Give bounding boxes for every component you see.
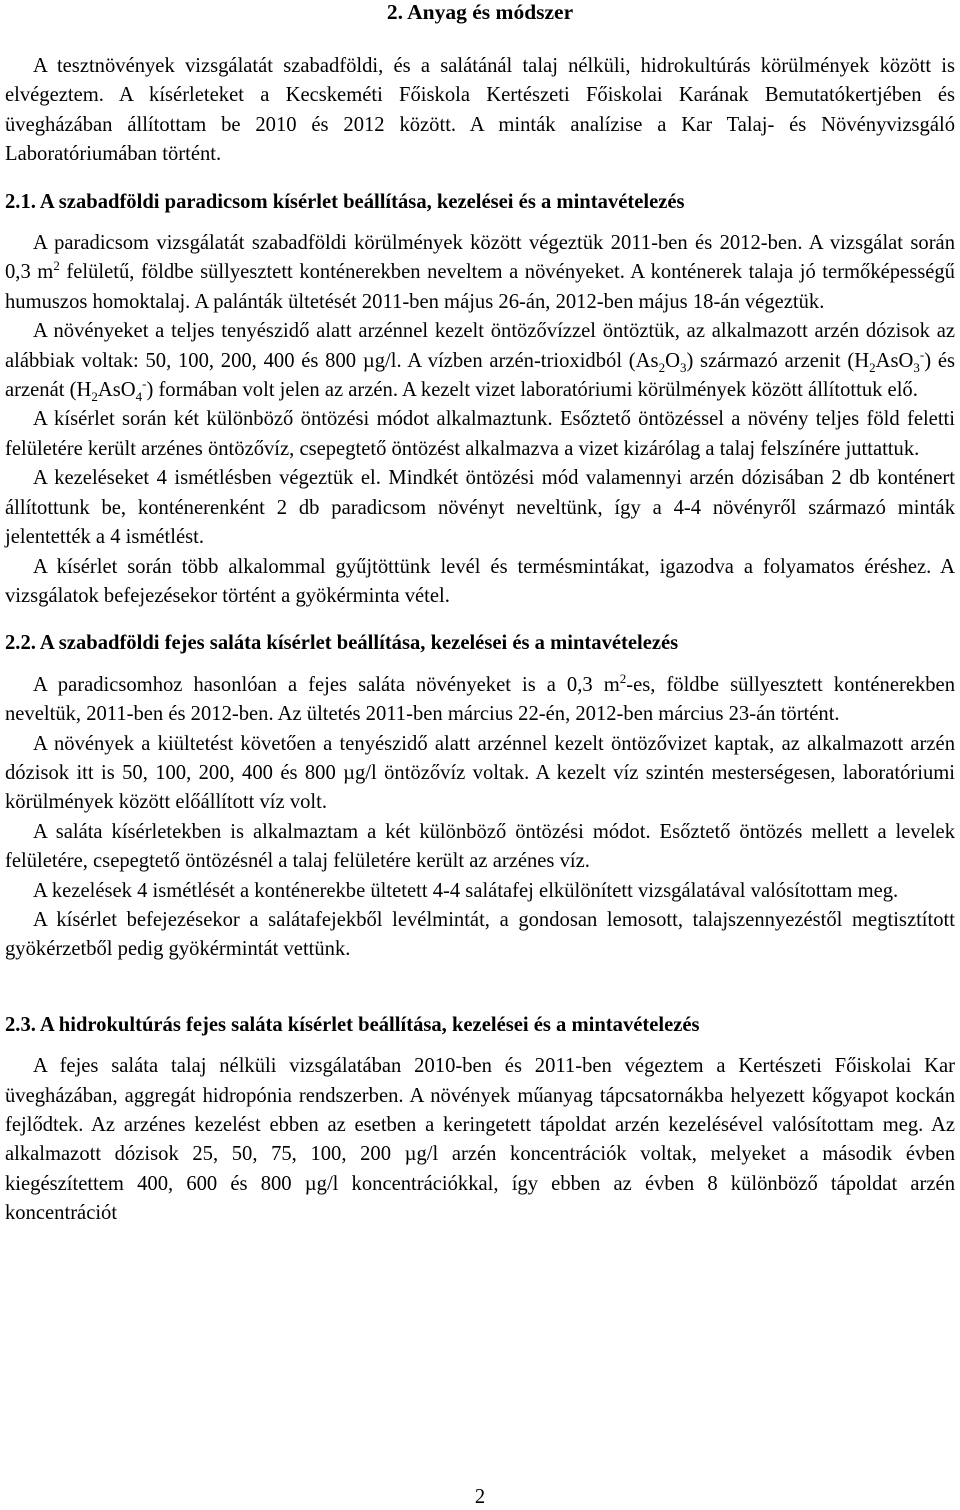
section-2-2-paragraph-4: A kezelések 4 ismétlését a konténerekbe ültetett 4-4 salátafej elkülönített vizsgálatával valósítottam meg. [33,879,899,902]
section-2-2-paragraph-5: A kísérlet befejezésekor a salátafejekből levélmintát, a gondosan lemosott, talajszennyezéstől megtisztított gyökérzetből pedig gyökérmintát vettünk. [5,908,955,961]
section-2-3-paragraph-1: A fejes saláta talaj nélküli vizsgálatában 2010-ben és 2011-ben végeztem a Kertészeti Főiskolai Kar üvegházában, aggregát hidropónia rendszerben. A növények műanyag tápcsatornákba helyezett kőgyapot kockán fejlődtek. Az arzénes kezelést ebben az esetben a keringetett tápoldat arzén kezelésével valósítottam meg. Az alkalmazott dózisok 25, 50, 75, 100, 200 µg/l arzén koncentrációk voltak, melyeket a második évben kiegészítettem 400, 600 és 800 µg/l koncentrációkkal, így ebben az évben 8 különböző tápoldat arzén koncentrációt [5,1055,955,1225]
section-2-1-paragraph-4: A kezeléseket 4 ismétlésben végeztük el. Mindkét öntözési mód valamennyi arzén dózisában 2 db konténert állítottunk be, konténerenként 2 db paradicsom növényt neveltünk, így a 4-4 növényről származó minták jelentették a 4 ismétlést. [5,467,955,549]
document-body [5,52,955,1229]
section-2-1-heading: 2.1. A szabadföldi paradicsom kísérlet beállítása, kezelései és a mintavételezés [5,190,685,213]
section-2-2-paragraph-3: A saláta kísérletekben is alkalmaztam a két különböző öntözési módot. Esőztető öntözés mellett a levelek felületére, csepegtető öntözésnél a talaj felületére került az arzénes víz. [5,820,955,873]
section-2-1-paragraph-5: A kísérlet során több alkalommal gyűjtöttünk levél és termésmintákat, igazodva a folyamatos éréshez. A vizsgálatok befejezésekor történt a gyökérminta vétel. [5,555,955,607]
section-2-2-heading: 2.2. A szabadföldi fejes saláta kísérlet beállítása, kezelései és a mintavételezés [5,632,679,655]
intro-paragraph: A tesztnövények vizsgálatát szabadföldi, és a salátánál talaj nélküli, hidrokultúrás körülmények között is elvégeztem. A kísérleteket a Kecskeméti Főiskola Kertészeti Főiskolai Karának Bemutatókertjében és üvegházában állítottam be 2010 és 2012 között. A minták analízise a Kar Talaj- és Növényvizsgáló Laboratóriumában történt. [5,55,955,166]
page-number: 2 [474,1486,486,1508]
page-title: 2. Anyag és módszer [386,0,574,24]
section-2-3-heading: 2.3. A hidrokultúrás fejes saláta kísérlet beállítása, kezelései és a mintavételezés [5,1013,700,1036]
section-2-1-paragraph-1: A paradicsom vizsgálatát szabadföldi körülmények között végeztük 2011-ben és 2012-ben. A vizsgálat során 0,3 $m^2$ felületű, földbe süllyesztett konténerekben neveltem a növényeket. A konténerek talaja jó termőképességű humuszos homoktalaj. A palánták ültetését 2011-ben május 26-án, 2012-ben május 18-án végeztük. [5,232,955,313]
section-2-1-paragraph-2: A növényeket a teljes tenyészidő alatt arzénnel kezelt öntözővízzel öntöztük, az alkalmazott arzén dózisok az alábbiak voltak: 50, 100, 200, 400 és 800 µg/l. A vízben arzén-trioxidból $(As_2O_3)$ származó arzenit $(H_2AsO_3^-)$ és arzenát $(H_2AsO_4^-)$ formában volt jelen az arzén. A kezelt vizet laboratóriumi körülmények között állítottuk elő. [5,320,955,405]
section-2-2-paragraph-1: A paradicsomhoz hasonlóan a fejes saláta növényeket is a 0,3 $m^2-es$, földbe süllyesztett konténerekben neveltük, 2011-ben és 2012-ben. Az ültetés 2011-ben március 22-én, 2012-ben március 23-án történt. [5,670,955,726]
section-2-2-paragraph-2: A növények a kiültetést követően a tenyészidő alatt arzénnel kezelt öntözővizet kaptak, az alkalmazott arzén dózisok itt is 50, 100, 200, 400 és 800 µg/l öntözővíz voltak. A kezelt víz szintén mesterségesen, laboratóriumi körülmények között előállított víz volt. [5,732,955,814]
section-2-1-paragraph-3: A kísérlet során két különböző öntözési módot alkalmaztunk. Esőztető öntözéssel a növény teljes föld feletti felületére került arzénes öntözővíz, csepegtető öntözést alkalmazva a vizet kizárólag a talaj felszínére juttattuk. [5,408,955,460]
